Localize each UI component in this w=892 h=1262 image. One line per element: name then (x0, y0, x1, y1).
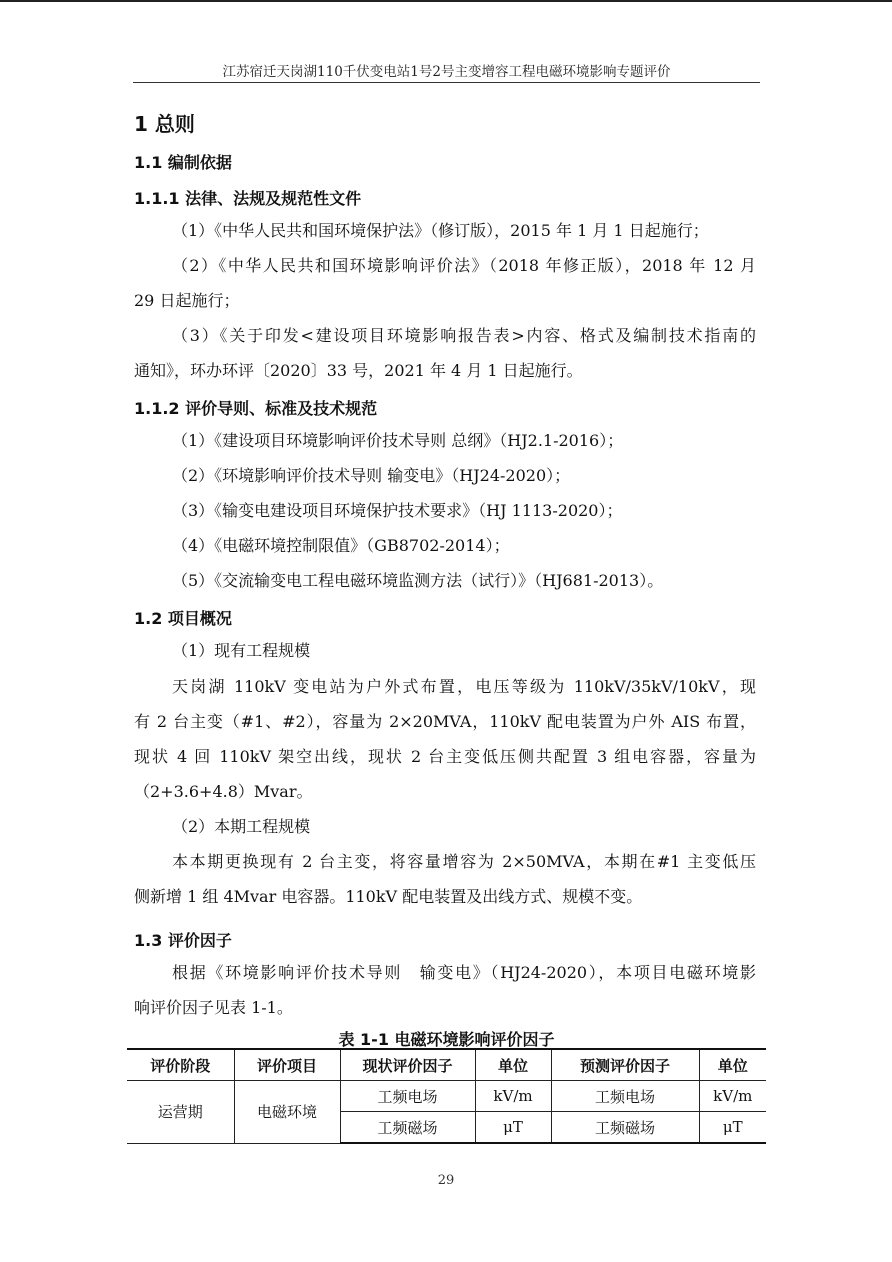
table-caption: 表 1-1 电磁环境影响评价因子 (338, 1030, 555, 1049)
cell-current-factor: 工频电场 (340, 1081, 475, 1112)
cell-predicted-factor: 工频电场 (551, 1081, 699, 1112)
standard-item-2: （2）《环境影响评价技术导则 输变电》（HJ24-2020）； (172, 466, 571, 485)
standard-item-5: （5）《交流输变电工程电磁环境监测方法（试行）》（HJ681-2013）。 (172, 571, 664, 590)
existing-scale-title: （1）现有工程规模 (172, 641, 311, 660)
existing-para-line4: （2+3.6+4.8）Mvar。 (134, 782, 313, 801)
law-item-1: （1）《中华人民共和国环境保护法》（修订版），2015 年 1 月 1 日起施行； (172, 221, 709, 240)
cell-unit: μT (699, 1112, 766, 1144)
section-1-1-2-heading: 1.1.2 评价导则、标准及技术规范 (134, 399, 378, 418)
header-current-factor: 现状评价因子 (340, 1049, 475, 1081)
top-border (0, 0, 892, 2)
running-header: 江苏宿迁天岗湖110千伏变电站1号2号主变增容工程电磁环境影响专题评价 (222, 64, 671, 80)
law-item-3-line2: 通知》，环办环评〔2020〕33 号，2021 年 4 月 1 日起施行。 (134, 361, 583, 380)
standard-item-4: （4）《电磁环境控制限值》（GB8702-2014）； (172, 536, 510, 555)
cell-unit: kV/m (699, 1081, 766, 1112)
cell-current-factor: 工频磁场 (340, 1112, 475, 1144)
cell-unit: μT (475, 1112, 551, 1144)
section-1-1-heading: 1.1 编制依据 (134, 153, 232, 172)
current-para-line2: 侧新增 1 组 4Mvar 电容器。110kV 配电装置及出线方式、规模不变。 (134, 887, 643, 906)
existing-para-line1: 天岗湖 110kV 变电站为户外式布置，电压等级为 110kV/35kV/10kV，现 (172, 677, 756, 696)
cell-predicted-factor: 工频磁场 (551, 1112, 699, 1144)
cell-unit: kV/m (475, 1081, 551, 1112)
factors-para-line1: 根据《环境影响评价技术导则 输变电》（HJ24-2020），本项目电磁环境影 (172, 963, 756, 982)
section-1-2-heading: 1.2 项目概况 (134, 609, 232, 628)
existing-para-line2: 有 2 台主变（#1、#2），容量为 2×20MVA，110kV 配电装置为户外 AIS 布置， (134, 712, 756, 731)
page-number: 29 (437, 1173, 455, 1188)
header-item: 评价项目 (234, 1049, 340, 1081)
chapter-title: 1 总则 (134, 112, 195, 136)
table-row (127, 1081, 766, 1112)
factors-para-line2: 响评价因子见表 1-1。 (134, 998, 293, 1017)
law-item-2-line1: （2）《中华人民共和国环境影响评价法》（2018 年修正版），2018 年 12 月 (172, 256, 756, 275)
section-1-3-heading: 1.3 评价因子 (134, 931, 232, 950)
standard-item-3: （3）《输变电建设项目环境保护技术要求》（HJ 1113-2020）； (172, 501, 623, 520)
header-rule (133, 82, 760, 83)
header-unit-2: 单位 (699, 1049, 766, 1081)
existing-para-line3: 现状 4 回 110kV 架空出线，现状 2 台主变低压侧共配置 3 组电容器，容量为 (134, 747, 756, 766)
header-unit-1: 单位 (475, 1049, 551, 1081)
law-item-2-line2: 29 日起施行； (134, 291, 240, 310)
table-header-row (127, 1049, 766, 1081)
evaluation-factor-table (127, 1048, 766, 1144)
section-1-1-1-heading: 1.1.1 法律、法规及规范性文件 (134, 189, 362, 208)
header-stage: 评价阶段 (127, 1049, 234, 1081)
cell-item: 电磁环境 (234, 1081, 340, 1144)
current-scale-title: （2）本期工程规模 (172, 817, 311, 836)
standard-item-1: （1）《建设项目环境影响评价技术导则 总纲》（HJ2.1-2016）； (172, 431, 624, 450)
header-predicted-factor: 预测评价因子 (551, 1049, 699, 1081)
current-para-line1: 本本期更换现有 2 台主变，将容量增容为 2×50MVA，本期在#1 主变低压 (172, 852, 756, 871)
law-item-3-line1: （3）《关于印发<建设项目环境影响报告表>内容、格式及编制技术指南的 (172, 326, 756, 345)
cell-stage: 运营期 (127, 1081, 234, 1144)
